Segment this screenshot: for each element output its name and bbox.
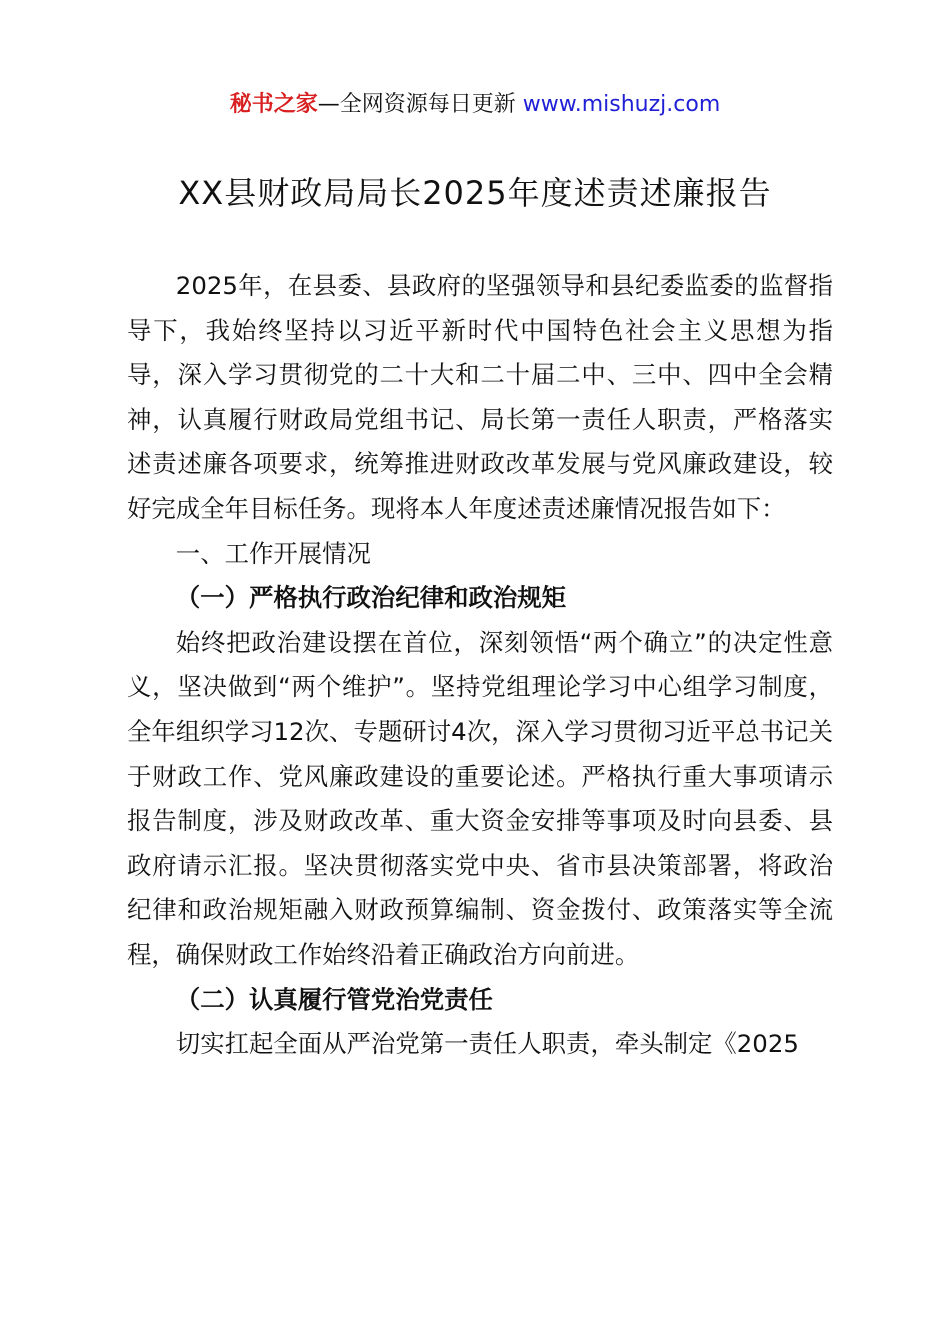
intro-paragraph: 2025年，在县委、县政府的坚强领导和县纪委监委的监督指导下，我始终坚持以习近平新时代中国特色社会主义思想为指导，深入学习贯彻党的二十大和二十届二中、三中、四中全会精神，认真履行财政局党组书记、局长第一责任人职责，严格落实述责述廉各项要求，统筹推进财政改革发展与党风廉政建设，较好完成全年目标任务。现将本人年度述责述廉情况报告如下： xyxy=(127,271,833,523)
document-body xyxy=(127,264,833,1067)
subsection-heading-2: （二）认真履行管党治党责任 xyxy=(175,984,493,1014)
subsection-paragraph-2: 切实扛起全面从严治党第一责任人职责，牵头制定《2025 xyxy=(175,1029,799,1059)
document-title: XX县财政局局长2025年度述责述廉报告 xyxy=(178,174,772,212)
subsection-heading-1: （一）严格执行政治纪律和政治规矩 xyxy=(175,583,567,613)
subsection-paragraph-1: 始终把政治建设摆在首位，深刻领悟“两个确立”的决定性意义，坚决做到“两个维护”。坚持党组理论学习中心组学习制度，全年组织学习12次、专题研讨4次，深入学习贯彻习近平总书记关于财政工作、党风廉政建设的重要论述。严格执行重大事项请示报告制度，涉及财政改革、重大资金安排等事项及时向县委、县政府请示汇报。坚决贯彻落实党中央、省市县决策部署，将政治纪律和政治规矩融入财政预算编制、资金拨付、政策落实等全流程，确保财政工作始终沿着正确政治方向前进。 xyxy=(127,627,833,969)
site-url-link[interactable]: www.mishuzj.com xyxy=(522,92,721,117)
site-tagline: —全网资源每日更新 xyxy=(317,92,523,117)
brand-name: 秘书之家 xyxy=(229,92,318,117)
site-header xyxy=(0,88,950,122)
section-heading: 一、工作开展情况 xyxy=(175,538,371,568)
